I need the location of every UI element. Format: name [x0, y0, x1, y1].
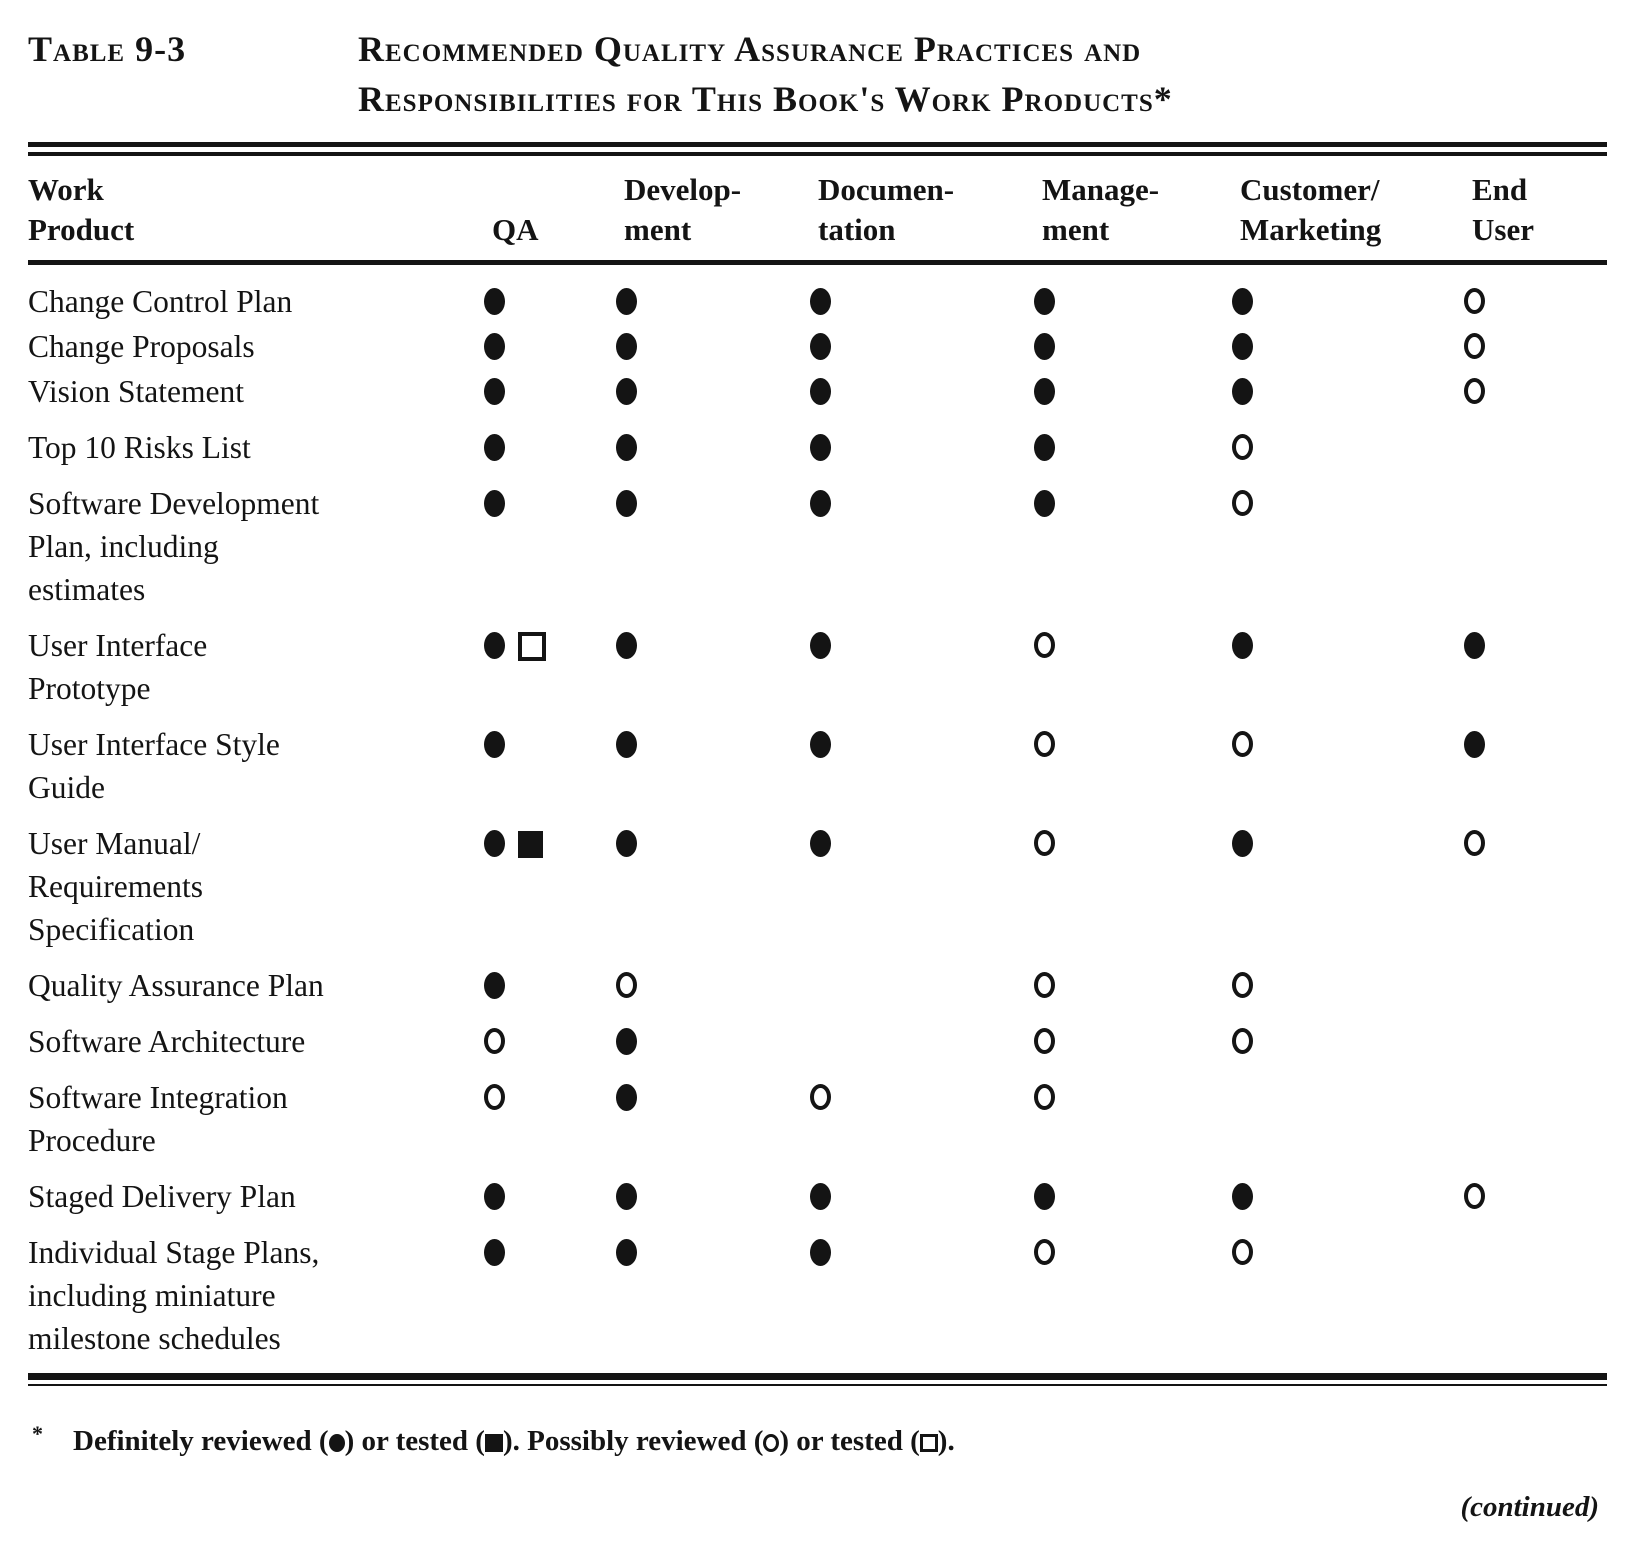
marker-cell-end-user: [1454, 482, 1607, 611]
table-row: [28, 370, 1607, 413]
work-product-name: Staged Delivery Plan: [28, 1179, 296, 1214]
marker-cell-management: [1024, 964, 1222, 1007]
marker-cell-management: [1024, 1020, 1222, 1063]
open-circle-icon: [1464, 288, 1485, 314]
top-double-rule: [28, 142, 1607, 156]
column-header-management: Manage- ment: [1042, 172, 1160, 247]
open-circle-icon: [1034, 972, 1055, 998]
marker-cell-customer-marketing: [1222, 964, 1454, 1007]
column-header-qa: QA: [492, 212, 539, 247]
filled-circle-icon: [616, 434, 637, 461]
marker-cell-management: [1024, 325, 1222, 368]
marker-cell-development: [606, 723, 800, 809]
marker-cell-development: [606, 964, 800, 1007]
marker-cell-documentation: [800, 1020, 1024, 1063]
filled-circle-icon: [1232, 333, 1253, 360]
marker-cell-end-user: [1454, 822, 1607, 951]
open-circle-icon: [1034, 632, 1055, 658]
work-product-name: Individual Stage Plans, including miniature milestone schedules: [28, 1235, 320, 1356]
marker-cell-qa: [474, 822, 606, 951]
filled-circle-icon: [616, 1084, 637, 1111]
marker-cell-end-user: [1454, 723, 1607, 809]
work-product-name: User Manual/ Requirements Specification: [28, 826, 203, 947]
open-circle-icon: [616, 972, 637, 998]
filled-circle-icon: [484, 288, 505, 315]
marker-cell-end-user: [1454, 325, 1607, 368]
marker-cell-development: [606, 1076, 800, 1162]
table-row: [28, 426, 1607, 469]
marker-cell-customer-marketing: [1222, 1020, 1454, 1063]
marker-cell-development: [606, 1175, 800, 1218]
filled-circle-icon: [1034, 490, 1055, 517]
marker-cell-management: [1024, 280, 1222, 323]
filled-circle-icon: [616, 490, 637, 517]
marker-cell-management: [1024, 370, 1222, 413]
open-circle-icon: [763, 1434, 779, 1452]
footnote-asterisk: *: [32, 1421, 43, 1446]
open-circle-icon: [1232, 434, 1253, 460]
table-title-line2: Responsibilities for This Book's Work Products*: [358, 79, 1173, 119]
open-circle-icon: [1034, 1084, 1055, 1110]
filled-circle-icon: [1232, 1183, 1253, 1210]
marker-cell-qa: [474, 964, 606, 1007]
filled-circle-icon: [616, 333, 637, 360]
filled-circle-icon: [810, 1183, 831, 1210]
open-circle-icon: [1232, 490, 1253, 516]
table-row: [28, 325, 1607, 368]
work-product-name: User Interface Style Guide: [28, 727, 280, 805]
bottom-rule: [28, 1373, 1607, 1386]
filled-circle-icon: [810, 378, 831, 405]
work-product-name: Change Control Plan: [28, 284, 293, 319]
marker-cell-qa: [474, 325, 606, 368]
table-row: [28, 1076, 1607, 1162]
marker-cell-management: [1024, 822, 1222, 951]
marker-cell-qa: [474, 1231, 606, 1360]
filled-circle-icon: [484, 434, 505, 461]
marker-cell-end-user: [1454, 370, 1607, 413]
marker-cell-end-user: [1454, 624, 1607, 710]
open-circle-icon: [484, 1028, 505, 1054]
marker-cell-end-user: [1454, 1175, 1607, 1218]
filled-circle-icon: [810, 1239, 831, 1266]
filled-circle-icon: [810, 632, 831, 659]
marker-cell-development: [606, 370, 800, 413]
marker-cell-development: [606, 624, 800, 710]
marker-cell-documentation: [800, 1175, 1024, 1218]
table-row: [28, 482, 1607, 611]
table-row: [28, 964, 1607, 1007]
column-header-end-user: End User: [1472, 172, 1534, 247]
marker-cell-qa: [474, 624, 606, 710]
open-circle-icon: [1232, 972, 1253, 998]
filled-circle-icon: [1232, 830, 1253, 857]
filled-circle-icon: [484, 632, 505, 659]
footnote-text: Definitely reviewed ( ) or tested ( ). Possibly reviewed ( ) or tested ( ).: [73, 1425, 955, 1457]
marker-cell-qa: [474, 482, 606, 611]
marker-cell-customer-marketing: [1222, 280, 1454, 323]
marker-cell-documentation: [800, 964, 1024, 1007]
work-product-name: Software Development Plan, including estimates: [28, 486, 320, 607]
marker-cell-qa: [474, 426, 606, 469]
table-row: [28, 723, 1607, 809]
table-row: [28, 624, 1607, 710]
work-product-name: Vision Statement: [28, 374, 244, 409]
open-circle-icon: [1464, 830, 1485, 856]
marker-cell-documentation: [800, 1076, 1024, 1162]
filled-circle-icon: [484, 378, 505, 405]
filled-circle-icon: [616, 1028, 637, 1055]
open-square-icon: [518, 632, 546, 661]
filled-circle-icon: [810, 288, 831, 315]
marker-cell-customer-marketing: [1222, 624, 1454, 710]
marker-cell-end-user: [1454, 964, 1607, 1007]
marker-cell-documentation: [800, 723, 1024, 809]
open-circle-icon: [484, 1084, 505, 1110]
table-row: [28, 822, 1607, 951]
marker-cell-documentation: [800, 624, 1024, 710]
marker-cell-documentation: [800, 482, 1024, 611]
filled-circle-icon: [484, 333, 505, 360]
open-circle-icon: [1034, 1239, 1055, 1265]
filled-circle-icon: [616, 288, 637, 315]
filled-circle-icon: [484, 490, 505, 517]
marker-cell-development: [606, 822, 800, 951]
filled-circle-icon: [616, 1239, 637, 1266]
filled-square-icon: [485, 1434, 503, 1452]
marker-cell-development: [606, 482, 800, 611]
table-row: [28, 1020, 1607, 1063]
table-row: [28, 1175, 1607, 1218]
marker-cell-qa: [474, 370, 606, 413]
filled-circle-icon: [484, 830, 505, 857]
table-row: [28, 1231, 1607, 1360]
filled-circle-icon: [1464, 731, 1485, 758]
marker-cell-management: [1024, 426, 1222, 469]
work-product-name: Software Integration Procedure: [28, 1080, 288, 1158]
open-circle-icon: [1464, 378, 1485, 404]
filled-circle-icon: [484, 1239, 505, 1266]
marker-cell-end-user: [1454, 1231, 1607, 1360]
marker-cell-documentation: [800, 1231, 1024, 1360]
open-circle-icon: [1034, 731, 1055, 757]
table-header-row: [28, 156, 1607, 265]
table-title: [358, 24, 1173, 124]
marker-cell-documentation: [800, 280, 1024, 323]
filled-circle-icon: [616, 1183, 637, 1210]
filled-square-icon: [518, 831, 543, 858]
marker-cell-documentation: [800, 426, 1024, 469]
filled-circle-icon: [810, 830, 831, 857]
filled-circle-icon: [1034, 378, 1055, 405]
filled-circle-icon: [616, 731, 637, 758]
marker-cell-end-user: [1454, 280, 1607, 323]
filled-circle-icon: [616, 830, 637, 857]
marker-cell-documentation: [800, 822, 1024, 951]
marker-cell-qa: [474, 1076, 606, 1162]
filled-circle-icon: [484, 972, 505, 999]
work-product-name: User Interface Prototype: [28, 628, 208, 706]
marker-cell-documentation: [800, 325, 1024, 368]
filled-circle-icon: [616, 632, 637, 659]
marker-cell-development: [606, 426, 800, 469]
open-circle-icon: [1232, 731, 1253, 757]
filled-circle-icon: [810, 731, 831, 758]
table-caption: [28, 24, 1607, 124]
marker-cell-end-user: [1454, 426, 1607, 469]
filled-circle-icon: [810, 333, 831, 360]
marker-cell-management: [1024, 1175, 1222, 1218]
marker-cell-development: [606, 280, 800, 323]
marker-cell-customer-marketing: [1222, 1076, 1454, 1162]
filled-circle-icon: [484, 731, 505, 758]
marker-cell-customer-marketing: [1222, 370, 1454, 413]
open-circle-icon: [1464, 1183, 1485, 1209]
filled-circle-icon: [1034, 1183, 1055, 1210]
open-circle-icon: [1034, 1028, 1055, 1054]
filled-circle-icon: [1464, 632, 1485, 659]
marker-cell-customer-marketing: [1222, 482, 1454, 611]
column-header-customer-marketing: Customer/ Marketing: [1240, 172, 1382, 247]
filled-circle-icon: [810, 434, 831, 461]
filled-circle-icon: [329, 1434, 345, 1452]
continued-note: (continued): [1460, 1491, 1599, 1523]
marker-cell-customer-marketing: [1222, 822, 1454, 951]
table-body: [28, 265, 1607, 1360]
marker-cell-customer-marketing: [1222, 426, 1454, 469]
marker-cell-qa: [474, 280, 606, 323]
marker-cell-development: [606, 1020, 800, 1063]
filled-circle-icon: [1034, 288, 1055, 315]
marker-cell-qa: [474, 1175, 606, 1218]
footnote: [28, 1414, 1607, 1461]
filled-circle-icon: [484, 1183, 505, 1210]
marker-cell-qa: [474, 1020, 606, 1063]
marker-cell-management: [1024, 1231, 1222, 1360]
table-row: [28, 280, 1607, 323]
open-circle-icon: [1232, 1028, 1253, 1054]
marker-cell-customer-marketing: [1222, 1175, 1454, 1218]
filled-circle-icon: [1232, 288, 1253, 315]
marker-cell-documentation: [800, 370, 1024, 413]
marker-cell-customer-marketing: [1222, 1231, 1454, 1360]
work-product-name: Quality Assurance Plan: [28, 968, 324, 1003]
open-circle-icon: [1232, 1239, 1253, 1265]
work-product-name: Change Proposals: [28, 329, 255, 364]
open-circle-icon: [810, 1084, 831, 1110]
filled-circle-icon: [1034, 333, 1055, 360]
marker-cell-management: [1024, 723, 1222, 809]
table-title-line1: Recommended Quality Assurance Practices and: [358, 29, 1142, 69]
marker-cell-management: [1024, 1076, 1222, 1162]
marker-cell-development: [606, 325, 800, 368]
filled-circle-icon: [1232, 378, 1253, 405]
marker-cell-end-user: [1454, 1076, 1607, 1162]
marker-cell-customer-marketing: [1222, 325, 1454, 368]
open-square-icon: [920, 1434, 938, 1452]
table-label: Table 9-3: [28, 29, 187, 69]
marker-cell-qa: [474, 723, 606, 809]
filled-circle-icon: [616, 378, 637, 405]
work-product-name: Top 10 Risks List: [28, 430, 251, 465]
open-circle-icon: [1034, 830, 1055, 856]
filled-circle-icon: [1232, 632, 1253, 659]
marker-cell-development: [606, 1231, 800, 1360]
column-header-work-product: Work Product: [28, 172, 135, 247]
marker-cell-management: [1024, 482, 1222, 611]
marker-cell-end-user: [1454, 1020, 1607, 1063]
filled-circle-icon: [810, 490, 831, 517]
marker-cell-customer-marketing: [1222, 723, 1454, 809]
open-circle-icon: [1464, 333, 1485, 359]
column-header-development: Develop- ment: [624, 172, 742, 247]
work-product-name: Software Architecture: [28, 1024, 306, 1059]
marker-cell-management: [1024, 624, 1222, 710]
column-header-documentation: Documen- tation: [818, 172, 955, 247]
filled-circle-icon: [1034, 434, 1055, 461]
